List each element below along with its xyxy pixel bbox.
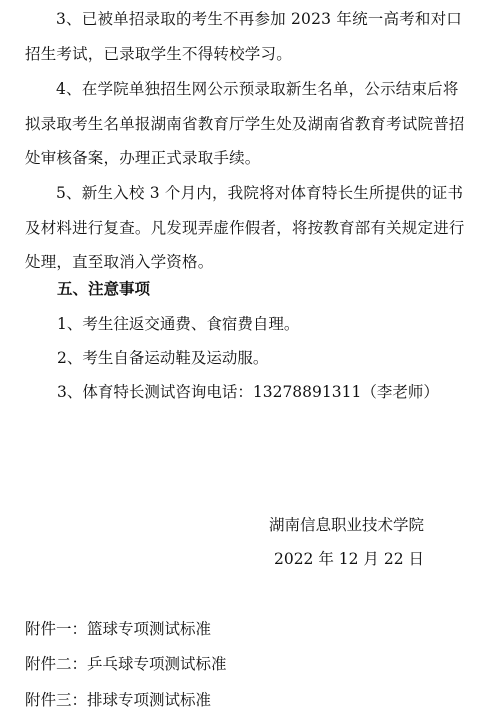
note-item-contact-phone: 3、体育特长测试咨询电话：13278891311（李老师） bbox=[57, 383, 439, 401]
paragraph-admission-rule-5: 5、新生入校 3 个月内，我院将对体育特长生所提供的证书及材料进行复查。凡发现弄虚作假者，将按教育部有关规定进行处理，直至取消入学资格。 bbox=[25, 184, 465, 271]
attachment-table-tennis-standard: 附件二：乒乓球专项测试标准 bbox=[25, 655, 227, 673]
section-heading-notes: 五、注意事项 bbox=[57, 279, 151, 298]
signature-organization: 湖南信息职业技术学院 bbox=[268, 516, 424, 534]
signature-date: 2022 年 12 月 22 日 bbox=[273, 550, 424, 568]
paragraph-admission-rule-4: 4、在学院单独招生网公示预录取新生名单，公示结束后将拟录取考生名单报湖南省教育厅学生处及湖南省教育考试院普招处审核备案，办理正式录取手续。 bbox=[25, 80, 465, 167]
note-item-travel-expenses: 1、考生往返交通费、食宿费自理。 bbox=[57, 315, 300, 333]
note-item-sports-gear: 2、考生自备运动鞋及运动服。 bbox=[57, 349, 269, 367]
paragraph-admission-rule-3: 3、已被单招录取的考生不再参加 2023 年统一高考和对口招生考试，已录取学生不得转校学习。 bbox=[25, 10, 462, 63]
attachment-volleyball-standard: 附件三：排球专项测试标准 bbox=[25, 691, 212, 709]
attachment-basketball-standard: 附件一：篮球专项测试标准 bbox=[25, 620, 212, 638]
